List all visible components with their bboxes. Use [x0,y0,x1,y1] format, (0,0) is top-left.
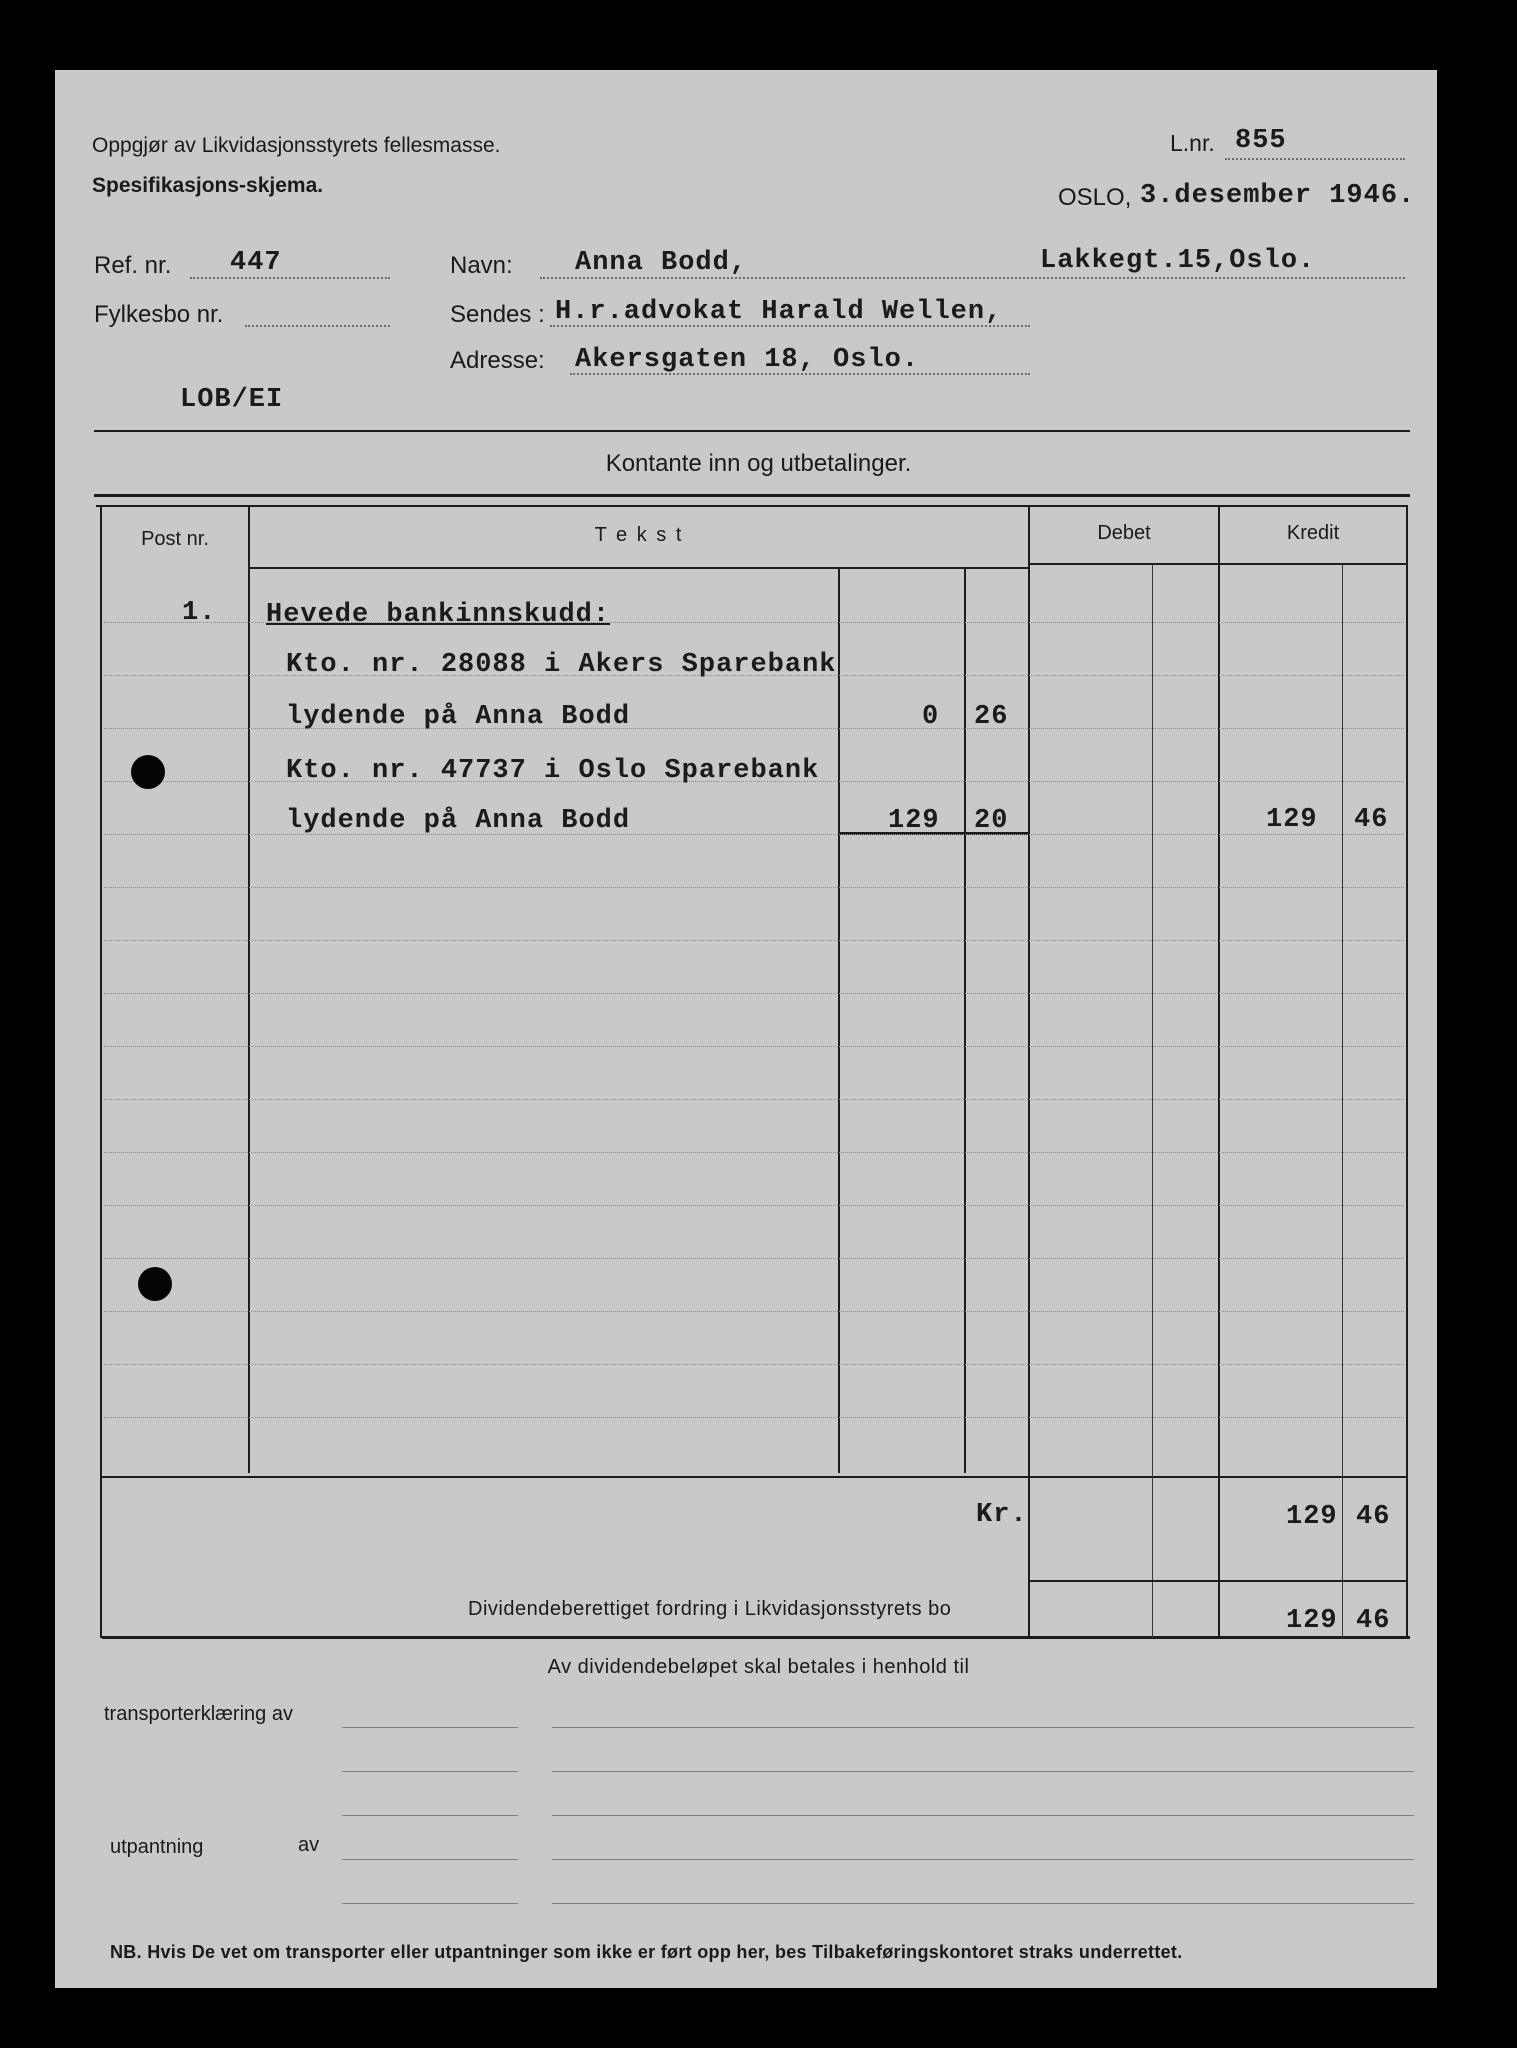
table-ruled-line [104,1046,1404,1047]
adresse-label: Adresse: [450,347,545,374]
col-kredit-header: Kredit [1286,522,1340,544]
payment-note: Av dividendebeløpet skal betales i henhold til [547,1656,970,1678]
footer-short-line [342,1859,518,1860]
post-col-line [248,505,250,1473]
entry-line-2: lydende på Anna Bodd [286,702,631,732]
table-ruled-line [104,993,1404,994]
navn-dots [540,277,1405,279]
dividend-kr: 129 [1286,1606,1338,1636]
debet-ore-line [1152,565,1153,1638]
footer-short-line [342,1771,518,1772]
table-top [96,505,1408,507]
total-label: Kr. [976,1500,1028,1530]
navn-label: Navn: [450,252,513,279]
ref-dots [190,277,390,279]
punch-hole-bottom [138,1267,172,1301]
form-title: Oppgjør av Likvidasjonsstyrets fellesmasse. [92,134,501,157]
dividend-ore: 46 [1356,1606,1391,1636]
table-ruled-line [104,1311,1404,1312]
nb-note: NB. Hvis De vet om transporter eller utpantninger som ikke er ført opp her, bes Tilbakeføringskontoret straks underrettet. [110,1942,1183,1962]
adresse-value: Akersgaten 18, Oslo. [575,345,920,375]
table-ruled-line [104,1205,1404,1206]
footer-short-line [342,1903,518,1904]
entry-line-3: Kto. nr. 47737 i Oslo Sparebank [286,756,820,786]
kredit-ore: 46 [1354,805,1389,835]
post-number: 1. [182,598,217,628]
footer-long-line [552,1771,1414,1772]
place-label: OSLO, [1058,184,1132,211]
section-bottom-rule [94,494,1410,497]
table-ruled-line [104,1258,1404,1259]
ref-label: Ref. nr. [94,252,172,279]
transport-label: transporterklæring av [104,1703,293,1725]
col-post-header: Post nr. [141,528,209,550]
table-bottom [102,1636,1410,1639]
adresse-dots [570,373,1030,375]
entry-line-4: lydende på Anna Bodd [286,806,631,836]
table-ruled-line [104,887,1404,888]
section-title: Kontante inn og utbetalinger. [605,450,912,477]
table-line-total [102,1476,1408,1478]
table-ruled-line [104,940,1404,941]
col-debet-header: Debet [1097,522,1151,544]
table-left [100,505,102,1638]
kredit-kr: 129 [1266,805,1318,835]
sub-kr-line [838,568,840,1473]
footer-long-line [552,1859,1414,1860]
footer-short-line [342,1815,518,1816]
col-tekst-header: T e k s t [594,524,684,546]
footer-long-line [552,1815,1414,1816]
table-ruled-line [104,1152,1404,1153]
footer-short-line [342,1727,518,1728]
lnr-dots [1225,158,1405,160]
lnr-value: 855 [1235,126,1287,156]
sendes-value: H.r.advokat Harald Wellen, [555,297,1003,327]
fylkesbo-dots [245,325,390,327]
entry-line-2-kr: 0 [922,702,940,732]
entry-line-1: Kto. nr. 28088 i Akers Sparebank [286,650,837,680]
total-ore: 46 [1356,1502,1391,1532]
sub-ore-line [964,568,966,1473]
entry-heading: Hevede bankinnskudd: [266,600,611,630]
ref-value: 447 [230,248,282,278]
total-kr: 129 [1286,1502,1338,1532]
section-top-rule [94,430,1410,432]
entry-line-2-ore: 26 [974,702,1009,732]
initials: LOB/EI [180,385,284,415]
amount-header-line [1028,563,1408,565]
dividend-label: Dividendeberettiget fordring i Likvidasjonsstyrets bo [468,1598,952,1620]
table-ruled-line [104,1364,1404,1365]
navn-value: Anna Bodd, [575,248,748,278]
tekst-header-line [248,567,1030,569]
fylkesbo-label: Fylkesbo nr. [94,301,224,328]
utpantning-av: av [298,1834,320,1856]
table-ruled-line [104,1417,1404,1418]
utpantning-label: utpantning [110,1836,204,1858]
footer-long-line [552,1727,1414,1728]
table-ruled-line [104,1099,1404,1100]
sendes-label: Sendes : [450,301,545,328]
date-value: 3.desember 1946. [1140,181,1416,211]
dividend-line [1028,1580,1408,1582]
navn-address: Lakkegt.15,Oslo. [1040,246,1316,276]
form-subtitle: Spesifikasjons-skjema. [92,174,324,197]
sendes-dots [550,325,1030,327]
kredit-ore-line [1342,565,1343,1638]
table-right [1406,505,1408,1638]
entry-line-4-ore: 20 [974,806,1009,836]
punch-hole-top [131,755,165,789]
footer-long-line [552,1903,1414,1904]
lnr-label: L.nr. [1170,130,1215,156]
entry-line-4-kr: 129 [888,806,940,836]
